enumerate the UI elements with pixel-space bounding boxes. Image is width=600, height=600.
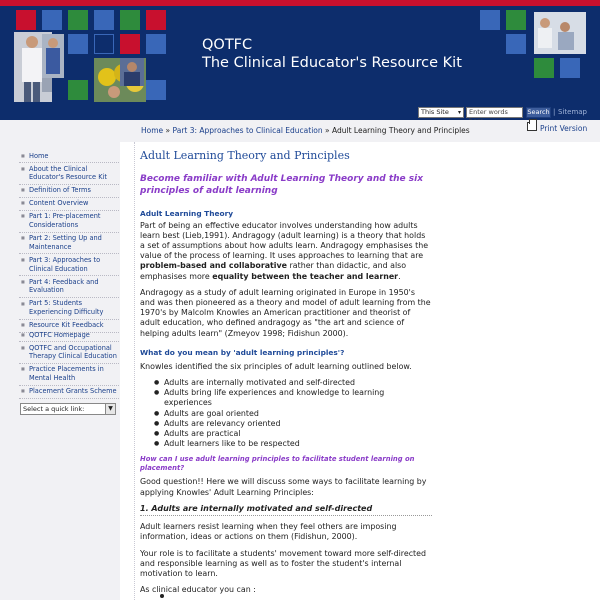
column-divider <box>134 142 135 600</box>
site-header <box>0 6 600 104</box>
breadcrumb <box>141 125 470 136</box>
section-heading-principles: What do you mean by 'adult learning principles'? <box>140 347 345 357</box>
decor-tile <box>534 58 554 78</box>
decor-tile <box>120 34 140 54</box>
chevron-down-icon[interactable]: ▼ <box>105 404 115 414</box>
sidebar-item-home[interactable]: ■ Home <box>19 150 119 163</box>
sidebar-item-qotfc-ot[interactable]: ■ QOTFC and Occupational Therapy Clinical Education <box>19 342 119 364</box>
paragraph-andragogy <box>140 221 432 282</box>
sidebar-nav-external <box>19 329 119 399</box>
main-content <box>140 148 432 600</box>
site-title <box>202 36 462 72</box>
quicklink-value: Select a quick link: <box>23 405 85 413</box>
search-button[interactable]: Search <box>527 108 550 116</box>
decor-tile <box>146 80 166 100</box>
decor-tile <box>120 10 140 30</box>
breadcrumb-home-link[interactable]: Home <box>141 126 164 135</box>
principles-list <box>154 378 432 449</box>
subheading-principle-1: 1. Adults are internally motivated and self-directed <box>140 504 432 516</box>
text-emphasis: equality between the teacher and learner <box>212 271 399 281</box>
list-item: ● Adults are goal oriented <box>154 409 432 419</box>
breadcrumb-separator: » <box>325 126 330 135</box>
photo-student <box>120 58 144 86</box>
decor-tile <box>506 34 526 54</box>
sidebar-item-part5[interactable]: ■ Part 5: Students Experiencing Difficulty <box>19 298 119 320</box>
text-run: Part of being an effective educator involves understanding how adults learn best (Lieb,1991). Andragogy (adult learning) is a theory that holds a set of assumptions about how adults learn. Andragogy emphasises the value of the process of learning. It uses approaches to learning that are <box>140 220 429 261</box>
section-heading-theory: Adult Learning Theory <box>140 208 234 218</box>
text-emphasis: problem-based and collaborative <box>140 261 288 271</box>
sidebar-item-definitions[interactable]: ■ Definition of Terms <box>19 185 119 198</box>
search-scope-select[interactable]: This Site ▾ <box>418 107 464 118</box>
paragraph-knowles: Knowles identified the six principles of adult learning outlined below. <box>140 361 412 371</box>
sidebar-item-part3[interactable]: ■ Part 3: Approaches to Clinical Education <box>19 254 119 276</box>
decor-tile <box>68 10 88 30</box>
intro-heading: Become familiar with Adult Learning Theory and the six principles of adult learning <box>140 174 424 196</box>
decor-tile <box>146 10 166 30</box>
sidebar-item-about[interactable]: ■ About the Clinical Educator's Resource Kit <box>19 163 119 185</box>
quicklink-select[interactable] <box>20 403 116 415</box>
sidebar-nav <box>19 150 119 333</box>
text-run: . <box>398 271 401 281</box>
sidebar-item-content-overview[interactable]: ■ Content Overview <box>19 198 119 211</box>
list-item: ● Adult learners like to be respected <box>154 439 432 449</box>
decor-tile <box>94 34 114 54</box>
photo-office <box>534 12 586 54</box>
decor-tile <box>94 10 114 30</box>
sitemap-separator: | <box>553 108 556 116</box>
paragraph-role: Your role is to facilitate a students' movement toward more self-directed and responsible learning as well as to foster the student's internal motivation to learn. <box>140 548 426 579</box>
paragraph-as-educator: As clinical educator you can : <box>140 585 256 595</box>
printer-icon[interactable] <box>527 122 537 131</box>
sidebar-item-part1[interactable]: ■ Part 1: Pre-placement Considerations <box>19 211 119 233</box>
sidebar-item-part4[interactable]: ■ Part 4: Feedback and Evaluation <box>19 276 119 298</box>
list-item: ● Adults are internally motivated and self-directed <box>154 378 432 388</box>
photo-patient <box>42 34 64 78</box>
paragraph-history: Andragogy as a study of adult learning originated in Europe in 1950's and was then pioneered as a theory and model of adult learning from the 1970's by Malcolm Knowles an American practitioner and theorist of adult education, who defined andragogy as "the art and science of helping adults learn" (Zmeyov 1998; Fidishun 2000). <box>140 287 431 338</box>
paragraph-resist: Adult learners resist learning when they feel others are imposing information, ideas or actions on them (Fidishun, 2000). <box>140 522 397 542</box>
decor-tile <box>146 34 166 54</box>
breadcrumb-current: Adult Learning Theory and Principles <box>332 126 470 135</box>
decor-tile <box>506 10 526 30</box>
breadcrumb-part3-link[interactable]: Part 3: Approaches to Clinical Education <box>172 126 323 135</box>
decor-tile <box>480 10 500 30</box>
site-name: QOTFC <box>202 37 253 53</box>
section-heading-facilitate: How can I use adult learning principles to facilitate student learning on placement? <box>140 455 415 473</box>
sidebar-item-grants[interactable]: ■ Placement Grants Scheme <box>19 386 119 399</box>
decor-tile <box>560 58 580 78</box>
sidebar-item-part2[interactable]: ■ Part 2: Setting Up and Maintenance <box>19 233 119 255</box>
text-run: rather than didactic, and also emphasises more <box>140 261 407 281</box>
decor-tile <box>42 10 62 30</box>
decor-tile <box>16 10 36 30</box>
list-bullet <box>160 594 164 598</box>
sidebar-item-qotfc-homepage[interactable]: ■ QOTFC Homepage <box>19 329 119 342</box>
print-version-link[interactable]: Print Version <box>540 124 588 133</box>
sidebar-item-mental-health[interactable]: ■ Practice Placements in Mental Health <box>19 364 119 386</box>
breadcrumb-separator: » <box>165 126 171 135</box>
decor-tile <box>68 34 88 54</box>
list-item: ● Adults are relevancy oriented <box>154 419 432 429</box>
sitemap-link[interactable]: Sitemap <box>558 108 587 116</box>
paragraph-good-question: Good question!! Here we will discuss some ways to facilitate learning by applying Knowles' Adult Learning Principles: <box>140 477 427 497</box>
site-subtitle: The Clinical Educator's Resource Kit <box>202 55 462 71</box>
list-item: ● Adults bring life experiences and knowledge to learning experiences <box>154 388 432 408</box>
sidebar-item-feedback[interactable]: ■ Resource Kit Feedback <box>19 320 119 333</box>
list-item: ● Adults are practical <box>154 429 432 439</box>
search-input[interactable]: Enter words <box>466 107 523 118</box>
decor-tile <box>68 80 88 100</box>
page-title: Adult Learning Theory and Principles <box>140 149 350 162</box>
